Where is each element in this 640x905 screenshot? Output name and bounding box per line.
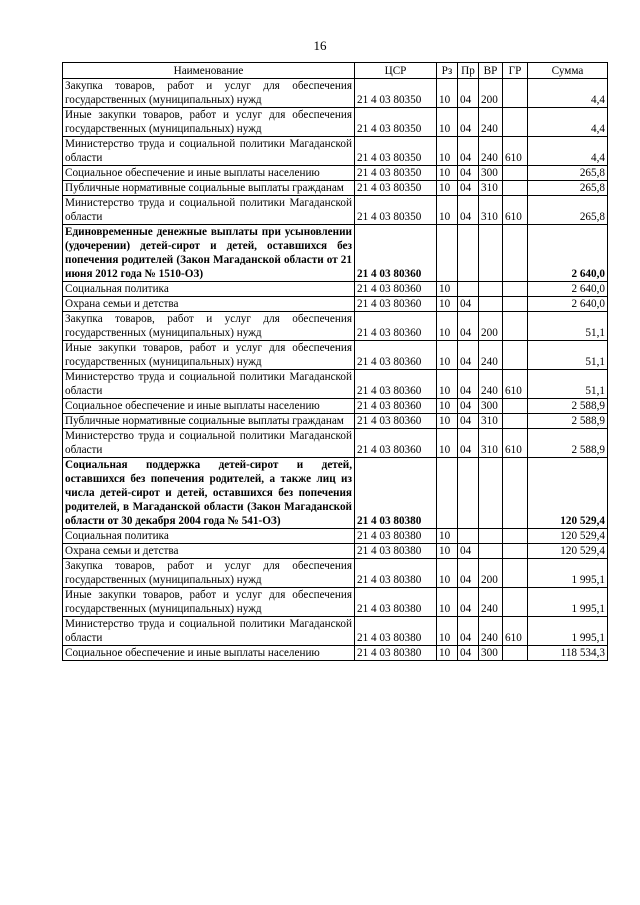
table-row	[63, 181, 608, 196]
cell-rz: 10	[437, 341, 458, 370]
cell-name: Охрана семьи и детства	[63, 297, 355, 312]
cell-pr: 04	[458, 617, 479, 646]
cell-gr	[503, 181, 528, 196]
cell-vr: 240	[479, 137, 503, 166]
table-row	[63, 399, 608, 414]
cell-name: Министерство труда и социальной политики Магаданской области	[63, 196, 355, 225]
cell-sum: 2 588,9	[528, 399, 608, 414]
cell-pr: 04	[458, 429, 479, 458]
cell-name: Публичные нормативные социальные выплаты гражданам	[63, 181, 355, 196]
cell-pr: 04	[458, 166, 479, 181]
cell-pr: 04	[458, 370, 479, 399]
cell-rz: 10	[437, 414, 458, 429]
cell-csr: 21 4 03 80380	[355, 529, 437, 544]
cell-csr: 21 4 03 80360	[355, 414, 437, 429]
cell-vr: 310	[479, 429, 503, 458]
cell-rz	[437, 225, 458, 282]
cell-rz: 10	[437, 544, 458, 559]
cell-name: Министерство труда и социальной политики Магаданской области	[63, 617, 355, 646]
cell-csr: 21 4 03 80360	[355, 225, 437, 282]
cell-rz: 10	[437, 399, 458, 414]
cell-sum: 1 995,1	[528, 559, 608, 588]
table-row	[63, 559, 608, 588]
cell-sum: 120 529,4	[528, 458, 608, 529]
cell-pr: 04	[458, 414, 479, 429]
cell-gr	[503, 458, 528, 529]
table-row	[63, 617, 608, 646]
cell-pr: 04	[458, 559, 479, 588]
cell-name: Министерство труда и социальной политики Магаданской области	[63, 370, 355, 399]
cell-gr	[503, 166, 528, 181]
table-row	[63, 341, 608, 370]
cell-rz: 10	[437, 137, 458, 166]
cell-csr: 21 4 03 80360	[355, 312, 437, 341]
cell-csr: 21 4 03 80380	[355, 559, 437, 588]
cell-pr: 04	[458, 137, 479, 166]
cell-gr	[503, 646, 528, 661]
cell-pr	[458, 458, 479, 529]
cell-csr: 21 4 03 80360	[355, 399, 437, 414]
cell-pr: 04	[458, 297, 479, 312]
cell-csr: 21 4 03 80350	[355, 196, 437, 225]
cell-rz: 10	[437, 370, 458, 399]
cell-vr: 300	[479, 646, 503, 661]
cell-vr	[479, 529, 503, 544]
cell-name: Социальная политика	[63, 282, 355, 297]
cell-sum: 1 995,1	[528, 617, 608, 646]
cell-gr	[503, 414, 528, 429]
cell-pr: 04	[458, 79, 479, 108]
cell-rz: 10	[437, 108, 458, 137]
cell-name: Закупка товаров, работ и услуг для обеспечения государственных (муниципальных) нужд	[63, 559, 355, 588]
cell-rz	[437, 458, 458, 529]
cell-rz: 10	[437, 166, 458, 181]
cell-csr: 21 4 03 80360	[355, 429, 437, 458]
cell-name: Министерство труда и социальной политики Магаданской области	[63, 137, 355, 166]
cell-name: Иные закупки товаров, работ и услуг для обеспечения государственных (муниципальных) нужд	[63, 108, 355, 137]
cell-pr: 04	[458, 544, 479, 559]
cell-csr: 21 4 03 80350	[355, 108, 437, 137]
table-row	[63, 137, 608, 166]
cell-gr: 610	[503, 196, 528, 225]
cell-vr	[479, 544, 503, 559]
cell-gr	[503, 544, 528, 559]
cell-csr: 21 4 03 80360	[355, 341, 437, 370]
header-csr: ЦСР	[355, 63, 437, 79]
cell-sum: 265,8	[528, 166, 608, 181]
cell-vr: 310	[479, 414, 503, 429]
cell-rz: 10	[437, 181, 458, 196]
cell-csr: 21 4 03 80360	[355, 297, 437, 312]
cell-vr: 240	[479, 108, 503, 137]
cell-vr: 240	[479, 617, 503, 646]
table-row	[63, 297, 608, 312]
cell-vr: 200	[479, 559, 503, 588]
cell-gr	[503, 559, 528, 588]
cell-name: Социальная поддержка детей-сирот и детей, оставшихся без попечения родителей, а также лиц из числа детей-сирот и детей, оставшихся без попечения родителей, в Магаданской области (Закон Магаданской области от 30 декабря 2004 года № 541-ОЗ)	[63, 458, 355, 529]
cell-name: Единовременные денежные выплаты при усыновлении (удочерении) детей-сирот и детей, оставшихся без попечения родителей (Закон Магаданской области от 21 июня 2012 года № 1510-ОЗ)	[63, 225, 355, 282]
cell-pr: 04	[458, 646, 479, 661]
cell-name: Социальное обеспечение и иные выплаты населению	[63, 166, 355, 181]
cell-gr	[503, 79, 528, 108]
table-row	[63, 414, 608, 429]
cell-sum: 2 588,9	[528, 429, 608, 458]
cell-vr	[479, 297, 503, 312]
cell-name: Закупка товаров, работ и услуг для обеспечения государственных (муниципальных) нужд	[63, 312, 355, 341]
table-row	[63, 225, 608, 282]
cell-gr: 610	[503, 137, 528, 166]
cell-gr	[503, 108, 528, 137]
table-body	[63, 79, 608, 661]
cell-sum: 2 640,0	[528, 297, 608, 312]
cell-pr: 04	[458, 181, 479, 196]
cell-gr	[503, 399, 528, 414]
cell-csr: 21 4 03 80380	[355, 588, 437, 617]
cell-name: Министерство труда и социальной политики Магаданской области	[63, 429, 355, 458]
cell-rz: 10	[437, 429, 458, 458]
cell-rz: 10	[437, 529, 458, 544]
table-row	[63, 166, 608, 181]
table-row	[63, 79, 608, 108]
cell-vr: 310	[479, 196, 503, 225]
cell-pr: 04	[458, 108, 479, 137]
cell-pr: 04	[458, 588, 479, 617]
header-pr: Пр	[458, 63, 479, 79]
cell-sum: 118 534,3	[528, 646, 608, 661]
table-row	[63, 529, 608, 544]
table-row	[63, 282, 608, 297]
table-row	[63, 646, 608, 661]
cell-rz: 10	[437, 282, 458, 297]
cell-csr: 21 4 03 80350	[355, 79, 437, 108]
cell-pr: 04	[458, 399, 479, 414]
cell-name: Закупка товаров, работ и услуг для обеспечения государственных (муниципальных) нужд	[63, 79, 355, 108]
cell-gr	[503, 297, 528, 312]
cell-csr: 21 4 03 80360	[355, 370, 437, 399]
cell-rz: 10	[437, 79, 458, 108]
page-number: 16	[313, 38, 327, 53]
header-sum: Сумма	[528, 63, 608, 79]
cell-sum: 4,4	[528, 79, 608, 108]
cell-csr: 21 4 03 80350	[355, 181, 437, 196]
cell-gr	[503, 341, 528, 370]
cell-vr: 300	[479, 166, 503, 181]
cell-rz: 10	[437, 196, 458, 225]
header-name: Наименование	[63, 63, 355, 79]
table-header	[63, 63, 608, 79]
cell-vr: 240	[479, 370, 503, 399]
cell-sum: 4,4	[528, 137, 608, 166]
cell-pr	[458, 282, 479, 297]
cell-gr	[503, 312, 528, 341]
table-row	[63, 312, 608, 341]
cell-rz: 10	[437, 588, 458, 617]
cell-sum: 51,1	[528, 370, 608, 399]
cell-gr: 610	[503, 617, 528, 646]
cell-csr: 21 4 03 80360	[355, 282, 437, 297]
cell-vr: 200	[479, 79, 503, 108]
cell-vr: 310	[479, 181, 503, 196]
cell-name: Иные закупки товаров, работ и услуг для обеспечения государственных (муниципальных) нужд	[63, 341, 355, 370]
cell-rz: 10	[437, 646, 458, 661]
cell-sum: 51,1	[528, 312, 608, 341]
cell-vr	[479, 282, 503, 297]
table-row	[63, 108, 608, 137]
cell-rz: 10	[437, 617, 458, 646]
cell-pr	[458, 225, 479, 282]
cell-vr: 240	[479, 341, 503, 370]
cell-sum: 265,8	[528, 181, 608, 196]
cell-vr: 240	[479, 588, 503, 617]
cell-name: Социальное обеспечение и иные выплаты населению	[63, 646, 355, 661]
cell-csr: 21 4 03 80380	[355, 544, 437, 559]
cell-vr	[479, 458, 503, 529]
table-row	[63, 370, 608, 399]
cell-sum: 120 529,4	[528, 529, 608, 544]
cell-vr: 300	[479, 399, 503, 414]
table-row	[63, 429, 608, 458]
cell-pr: 04	[458, 196, 479, 225]
cell-rz: 10	[437, 297, 458, 312]
cell-vr: 200	[479, 312, 503, 341]
cell-sum: 2 640,0	[528, 225, 608, 282]
header-vr: ВР	[479, 63, 503, 79]
cell-sum: 2 640,0	[528, 282, 608, 297]
cell-sum: 51,1	[528, 341, 608, 370]
header-row	[63, 63, 608, 79]
cell-vr	[479, 225, 503, 282]
cell-sum: 4,4	[528, 108, 608, 137]
cell-name: Иные закупки товаров, работ и услуг для обеспечения государственных (муниципальных) нужд	[63, 588, 355, 617]
cell-gr	[503, 529, 528, 544]
cell-csr: 21 4 03 80380	[355, 617, 437, 646]
cell-csr: 21 4 03 80380	[355, 458, 437, 529]
cell-name: Охрана семьи и детства	[63, 544, 355, 559]
cell-gr	[503, 225, 528, 282]
cell-csr: 21 4 03 80380	[355, 646, 437, 661]
header-gr: ГР	[503, 63, 528, 79]
cell-pr: 04	[458, 312, 479, 341]
cell-sum: 265,8	[528, 196, 608, 225]
table-row	[63, 458, 608, 529]
cell-csr: 21 4 03 80350	[355, 137, 437, 166]
cell-pr	[458, 529, 479, 544]
table-row	[63, 544, 608, 559]
cell-gr	[503, 282, 528, 297]
cell-rz: 10	[437, 312, 458, 341]
cell-name: Социальная политика	[63, 529, 355, 544]
cell-gr: 610	[503, 370, 528, 399]
cell-csr: 21 4 03 80350	[355, 166, 437, 181]
budget-table	[62, 62, 608, 661]
table-row	[63, 196, 608, 225]
cell-name: Публичные нормативные социальные выплаты гражданам	[63, 414, 355, 429]
table-row	[63, 588, 608, 617]
cell-sum: 1 995,1	[528, 588, 608, 617]
cell-gr: 610	[503, 429, 528, 458]
cell-sum: 120 529,4	[528, 544, 608, 559]
header-rz: Рз	[437, 63, 458, 79]
cell-rz: 10	[437, 559, 458, 588]
cell-sum: 2 588,9	[528, 414, 608, 429]
cell-pr: 04	[458, 341, 479, 370]
cell-name: Социальное обеспечение и иные выплаты населению	[63, 399, 355, 414]
cell-gr	[503, 588, 528, 617]
